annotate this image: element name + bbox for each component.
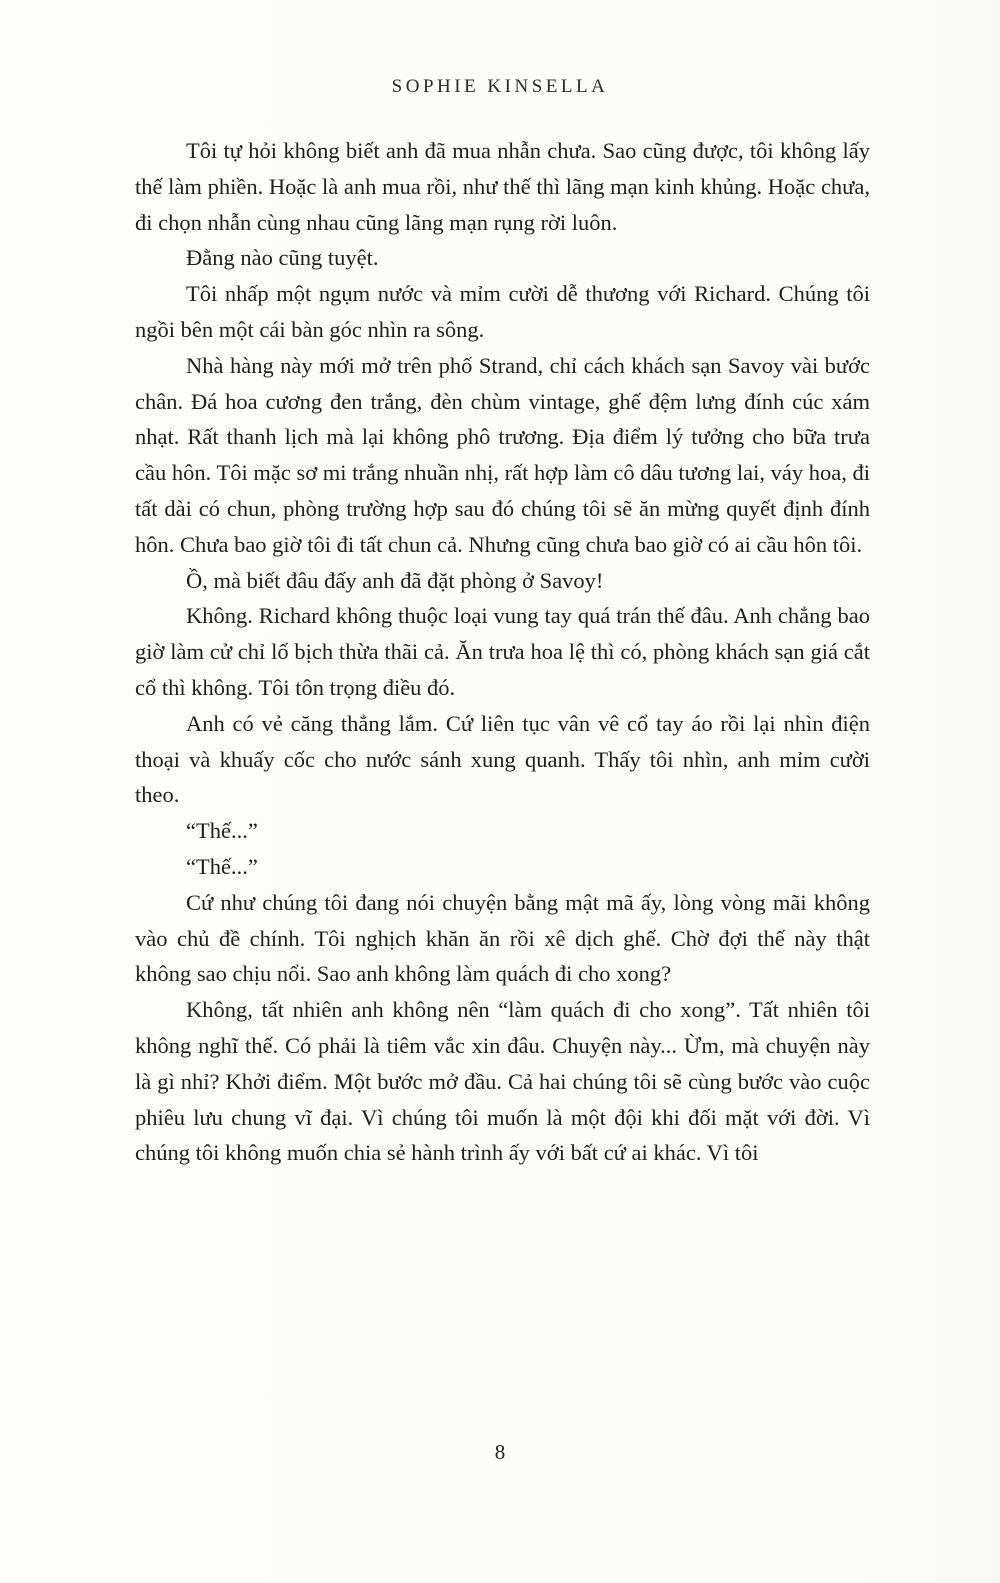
body-text [135, 133, 870, 1171]
paragraph-dialogue: “Thế...” [186, 853, 258, 879]
paragraph: Cứ như chúng tôi đang nói chuyện bằng mật mã ấy, lòng vòng mãi không vào chủ đề chính. Tôi nghịch khăn ăn rồi xê dịch ghế. Chờ đợi thế này thật không sao chịu nổi. Sao anh không làm quách đi cho xong? [135, 889, 870, 987]
paragraph: Đằng nào cũng tuyệt. [186, 245, 379, 271]
paragraph: Không. Richard không thuộc loại vung tay quá trán thế đâu. Anh chẳng bao giờ làm cử chỉ lố bịch thừa thãi cả. Ăn trưa hoa lệ thì có, phòng khách sạn giá cắt cổ thì không. Tôi tôn trọng điều đó. [135, 603, 870, 700]
paragraph: Tôi nhấp một ngụm nước và mỉm cười dễ thương với Richard. Chúng tôi ngồi bên một cái bàn góc nhìn ra sông. [135, 281, 870, 342]
paragraph-dialogue: “Thế...” [186, 818, 258, 844]
paragraph: Nhà hàng này mới mở trên phố Strand, chỉ cách khách sạn Savoy vài bước chân. Đá hoa cương đen trắng, đèn chùm vintage, ghế đệm lưng đính cúc xám nhạt. Rất thanh lịch mà lại không phô trương. Địa điểm lý tưởng cho bữa trưa cầu hôn. Tôi mặc sơ mi trắng nhuần nhị, rất hợp làm cô dâu tương lai, váy hoa, đi tất dài có chun, phòng trường hợp sau đó chúng tôi sẽ ăn mừng quyết định đính hôn. Chưa bao giờ tôi đi tất chun cả. Nhưng cũng chưa bao giờ có ai cầu hôn tôi. [135, 352, 870, 557]
paragraph: Anh có vẻ căng thẳng lắm. Cứ liên tục vân vê cổ tay áo rồi lại nhìn điện thoại và khuấy cốc cho nước sánh xung quanh. Thấy tôi nhìn, anh mỉm cười theo. [135, 710, 870, 808]
running-head-author: SOPHIE KINSELLA [391, 76, 609, 97]
page-number: 8 [494, 1440, 506, 1464]
paragraph: Không, tất nhiên anh không nên “làm quách đi cho xong”. Tất nhiên tôi không nghĩ thế. Có phải là tiêm vắc xin đâu. Chuyện này... Ừm, mà chuyện này là gì nhỉ? Khởi điểm. Một bước mở đầu. Cả hai chúng tôi sẽ cùng bước vào cuộc phiêu lưu chung vĩ đại. Vì chúng tôi muốn là một đội khi đối mặt với đời. Vì chúng tôi không muốn chia sẻ hành trình ấy với bất cứ ai khác. Vì tôi [135, 997, 870, 1166]
paragraph: Tôi tự hỏi không biết anh đã mua nhẫn chưa. Sao cũng được, tôi không lấy thế làm phiền. Hoặc là anh mua rồi, như thế thì lãng mạn kinh khủng. Hoặc chưa, đi chọn nhẫn cùng nhau cũng lãng mạn rụng rời luôn. [135, 138, 870, 235]
paragraph: Ồ, mà biết đâu đấy anh đã đặt phòng ở Savoy! [186, 567, 604, 593]
